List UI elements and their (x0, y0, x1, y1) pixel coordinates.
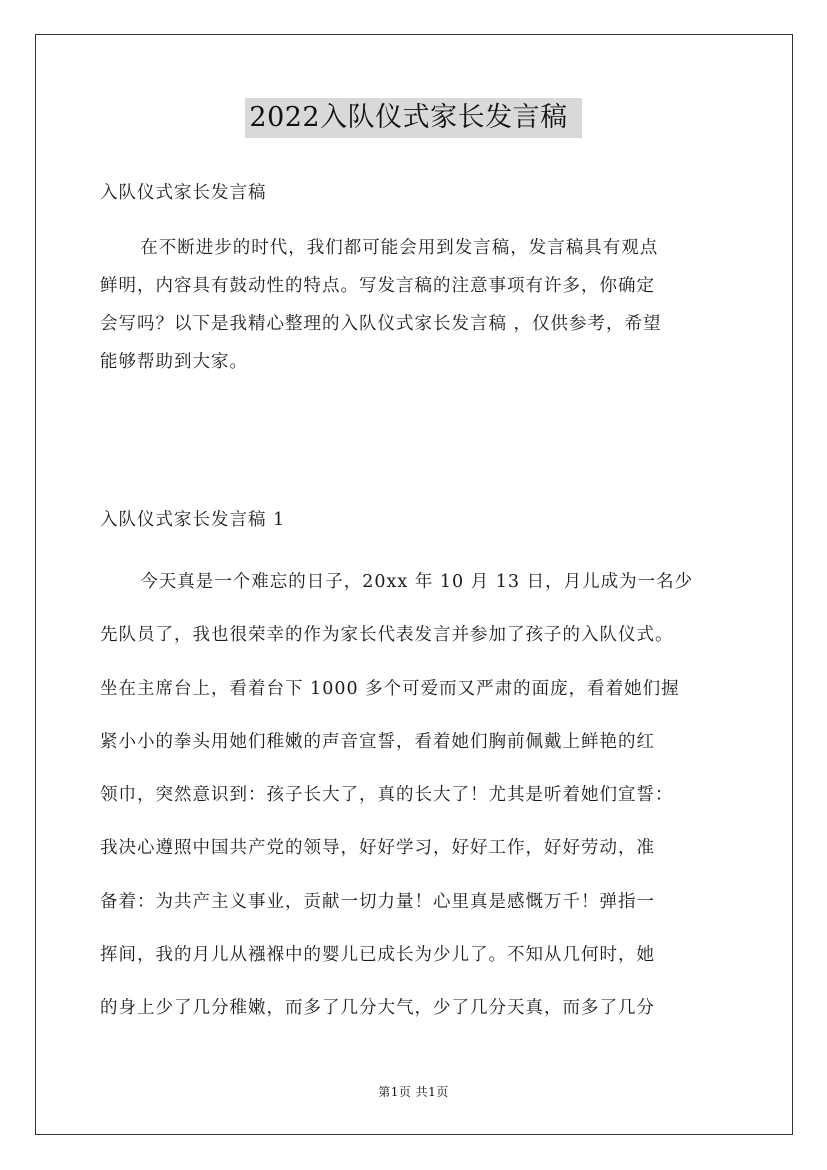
paragraph-line: 我决心遵照中国共产党的领导，好好学习，好好工作，好好劳动，准 (100, 838, 655, 859)
paragraph-line: 紧小小的拳头用她们稚嫩的声音宣誓，看着她们胸前佩戴上鲜艳的红 (100, 731, 655, 752)
section-heading: 入队仪式家长发言稿 1 (100, 510, 286, 530)
document-title: 2022入队仪式家长发言稿 (245, 98, 581, 138)
paragraph-line: 先队员了，我也很荣幸的作为家长代表发言并参加了孩子的入队仪式。 (100, 625, 674, 646)
intro-line: 鲜明，内容具有鼓动性的特点。写发言稿的注意事项有许多，你确定 (100, 276, 655, 296)
document-subtitle: 入队仪式家长发言稿 (100, 183, 267, 203)
intro-line: 能够帮助到大家。 (100, 352, 248, 372)
paragraph-line: 的身上少了几分稚嫩，而多了几分大气，少了几分天真，而多了几分 (100, 998, 655, 1019)
paragraph-line: 坐在主席台上，看着台下 1000 多个可爱而又严肃的面庞，看着她们握 (100, 678, 680, 699)
paragraph-line: 挥间，我的月儿从襁褓中的婴儿已成长为少儿了。不知从几何时，她 (100, 945, 655, 966)
paragraph-line: 领巾，突然意识到：孩子长大了，真的长大了！尤其是听着她们宣誓： (100, 785, 674, 806)
paragraph-line: 今天真是一个难忘的日子，20xx 年 10 月 13 日，月儿成为一名少 (140, 572, 694, 592)
paragraph-line: 备着：为共产主义事业，贡献一切力量！心里真是感慨万千！弹指一 (100, 891, 655, 912)
intro-line: 在不断进步的时代，我们都可能会用到发言稿，发言稿具有观点 (140, 238, 659, 258)
intro-line: 会写吗？以下是我精心整理的入队仪式家长发言稿 ，仅供参考，希望 (100, 314, 662, 334)
page-footer: 第1页 共1页 (378, 1085, 449, 1099)
title-container (0, 98, 827, 138)
intro-paragraph (100, 229, 740, 381)
body-paragraph (100, 556, 740, 1036)
